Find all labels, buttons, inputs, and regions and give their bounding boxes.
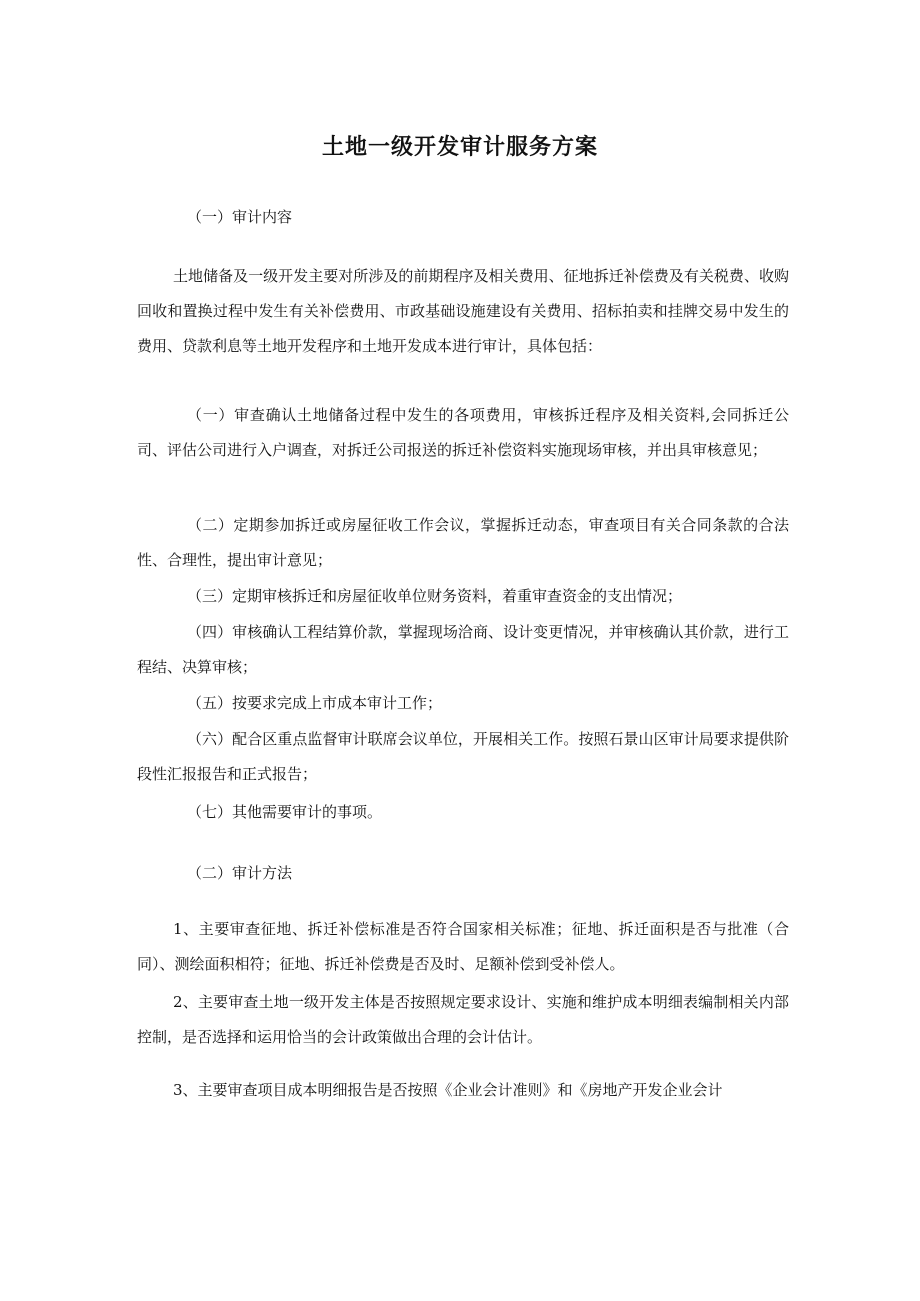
content-item-1: （一）审查确认土地储备过程中发生的各项费用，审核拆迁程序及相关资料,会同拆迁公司、评估公司进行入户调查，对拆迁公司报送的拆迁补偿资料实施现场审核，并出具审核意见； xyxy=(137,406,789,459)
document-title: 土地一级开发审计服务方案 xyxy=(321,135,598,160)
content-item-4: （四）审核确认工程结算价款，掌握现场洽商、设计变更情况，并审核确认其价款，进行工程结、决算审核； xyxy=(137,623,789,676)
intro-paragraph: 土地储备及一级开发主要对所涉及的前期程序及相关费用、征地拆迁补偿费及有关税费、收购回收和置换过程中发生有关补偿费用、市政基础设施建设有关费用、招标拍卖和挂牌交易中发生的费用、贷款利息等土地开发程序和土地开发成本进行审计，具体包括： xyxy=(137,267,789,355)
content-item-5: （五）按要求完成上市成本审计工作； xyxy=(187,694,443,712)
content-item-6: （六）配合区重点监督审计联席会议单位，开展相关工作。按照石景山区审计局要求提供阶段性汇报报告和正式报告； xyxy=(137,730,789,783)
method-item-2: 2、主要审查土地一级开发主体是否按照规定要求设计、实施和维护成本明细表编制相关内部控制，是否选择和运用恰当的会计政策做出合理的会计估计。 xyxy=(137,993,789,1046)
method-item-1: 1、主要审查征地、拆迁补偿标准是否符合国家相关标准；征地、拆迁面积是否与批准（合同）、测绘面积相符；征地、拆迁补偿费是否及时、足额补偿到受补偿人。 xyxy=(137,920,789,973)
method-item-3: 3、主要审查项目成本明细报告是否按照《企业会计准则》和《房地产开发企业会计 xyxy=(173,1081,723,1099)
content-item-7: （七）其他需要审计的事项。 xyxy=(187,803,383,821)
section-heading-audit-content: （一）审计内容 xyxy=(187,208,293,226)
content-item-3: （三）定期审核拆迁和房屋征收单位财务资料，着重审查资金的支出情况； xyxy=(187,587,683,605)
section-heading-audit-method: （二）审计方法 xyxy=(187,864,293,882)
content-item-2: （二）定期参加拆迁或房屋征收工作会议，掌握拆迁动态，审查项目有关合同条款的合法性、合理性，提出审计意见； xyxy=(137,516,789,569)
